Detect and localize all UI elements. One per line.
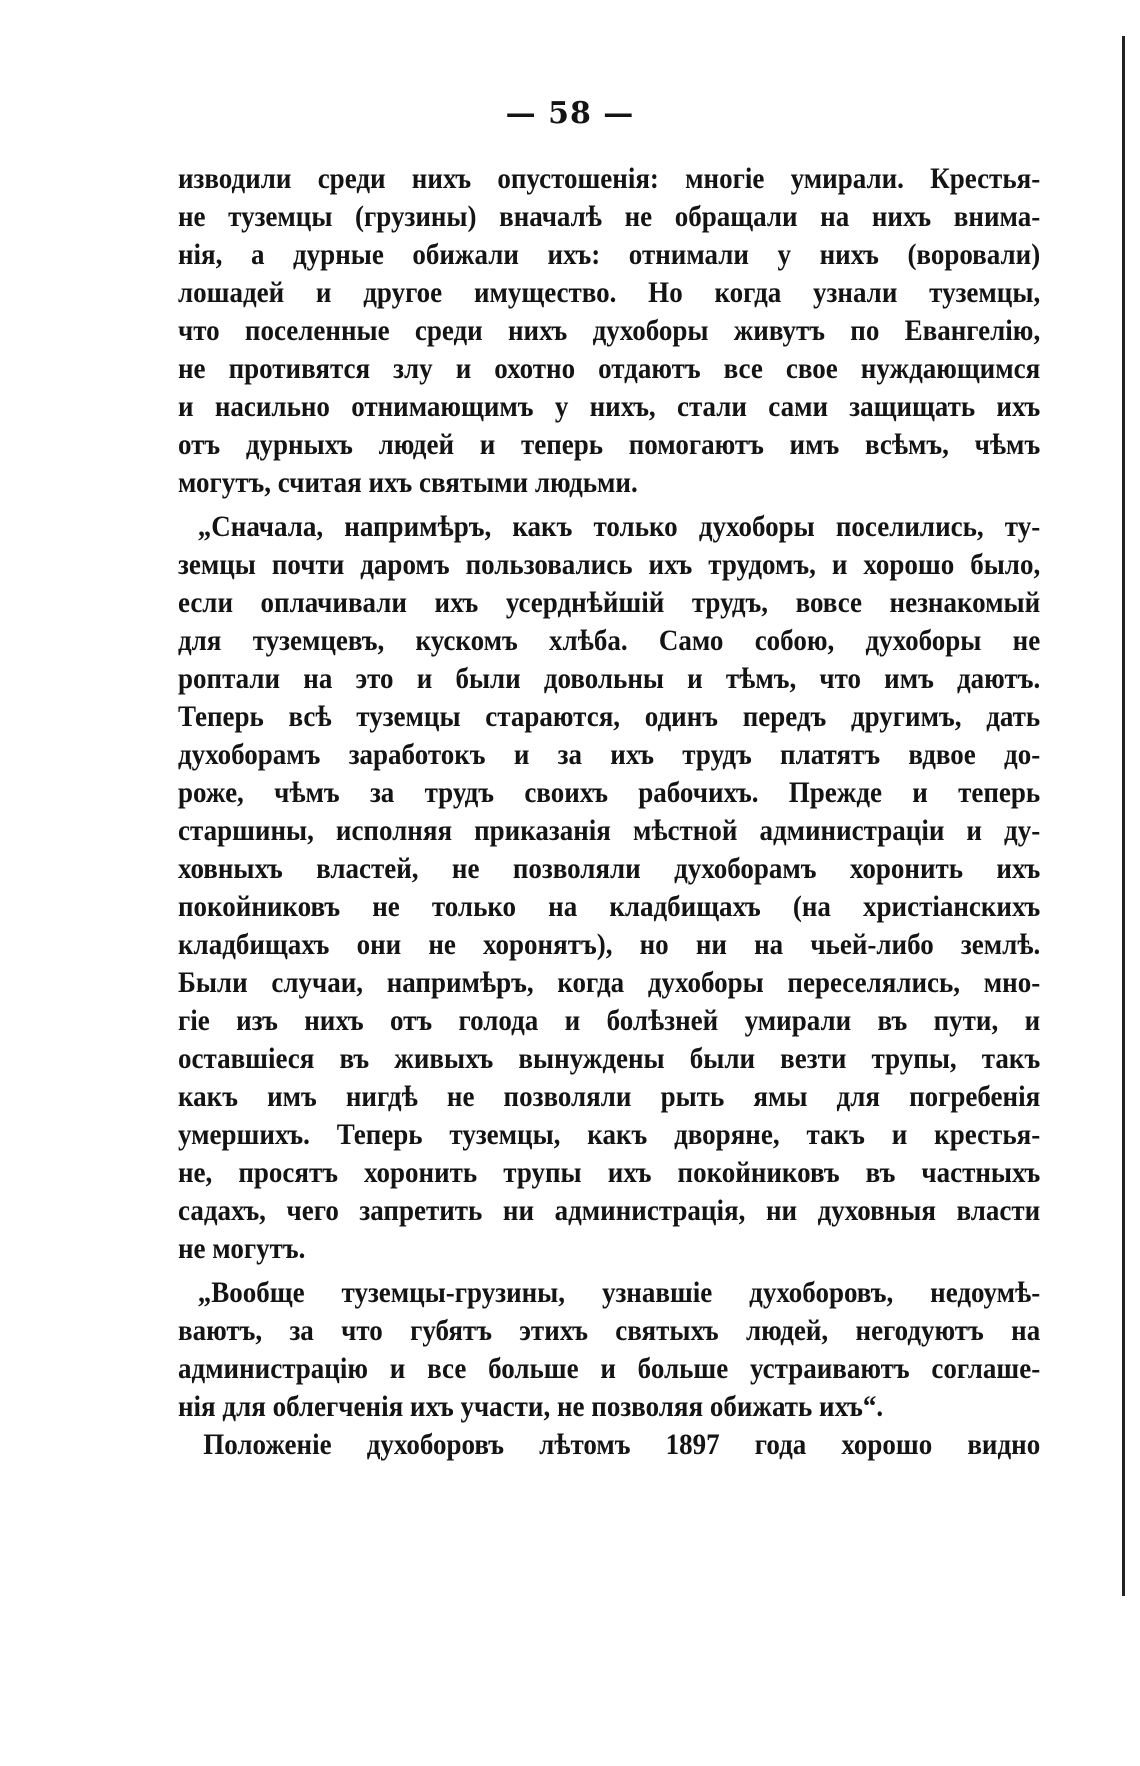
page-number: — 58 — (505, 96, 635, 131)
text-line: Теперь всѣ туземцы стараются, одинъ передъ другимъ, дать (178, 700, 1041, 733)
text-line: старшины, исполняя приказанія мѣстной администраціи и ду- (178, 814, 1041, 847)
text-line: Были случаи, напримѣръ, когда духоборы переселялись, мно- (178, 966, 1041, 999)
text-line: что поселенные среди нихъ духоборы живутъ по Евангелію, (178, 314, 1041, 347)
text-line: роже, чѣмъ за трудъ своихъ рабочихъ. Прежде и теперь (178, 776, 1041, 809)
text-line: роптали на это и были довольны и тѣмъ, что имъ даютъ. (178, 662, 1041, 695)
text-line: кладбищахъ они не хоронятъ), но ни на чьей-либо землѣ. (178, 928, 1041, 961)
text-line: могутъ, считая ихъ святыми людьми. (178, 466, 638, 499)
text-line: садахъ, чего запретить ни администрація, ни духовныя власти (178, 1194, 1041, 1227)
text-line: не туземцы (грузины) вначалѣ не обращали на нихъ внима- (178, 200, 1041, 233)
paragraph (178, 160, 1040, 502)
paragraph (178, 1426, 1040, 1464)
text-line: нія для облегченія ихъ участи, не позволяя обижать ихъ“. (178, 1390, 884, 1423)
page-edge-divider (1122, 36, 1125, 1596)
text-line: не, просятъ хоронить трупы ихъ покойниковъ въ частныхъ (178, 1156, 1041, 1189)
body-text (178, 160, 1040, 1464)
text-line: оставшіеся въ живыхъ вынуждены были везти трупы, такъ (178, 1042, 1041, 1075)
text-line: и насильно отнимающимъ у нихъ, стали сами защищать ихъ (178, 390, 1041, 423)
text-line: Положеніе духоборовъ лѣтомъ 1897 года хорошо видно (203, 1428, 1041, 1461)
text-line: духоборамъ заработокъ и за ихъ трудъ платятъ вдвое до- (178, 738, 1041, 771)
text-line: администрацію и все больше и больше устраиваютъ соглаше- (178, 1352, 1041, 1385)
text-line: изводили среди нихъ опустошенія: многіе умирали. Крестья- (178, 162, 1041, 195)
text-line: нія, а дурные обижали ихъ: отнимали у нихъ (воровали) (178, 238, 1041, 271)
text-line: какъ имъ нигдѣ не позволяли рыть ямы для погребенія (178, 1080, 1041, 1113)
text-line: если оплачивали ихъ усерднѣйшій трудъ, вовсе незнакомый (178, 586, 1041, 619)
paragraph (178, 508, 1040, 1268)
text-line: отъ дурныхъ людей и теперь помогаютъ имъ всѣмъ, чѣмъ (178, 428, 1041, 461)
text-line: ховныхъ властей, не позволяли духоборамъ хоронить ихъ (178, 852, 1041, 885)
text-line: земцы почти даромъ пользовались ихъ трудомъ, и хорошо было, (178, 548, 1041, 581)
text-line: „Вообще туземцы-грузины, узнавшіе духоборовъ, недоумѣ- (197, 1276, 1041, 1309)
text-line: гіе изъ нихъ отъ голода и болѣзней умирали въ пути, и (178, 1004, 1041, 1037)
text-line: покойниковъ не только на кладбищахъ (на христіанскихъ (178, 890, 1041, 923)
text-line: не противятся злу и охотно отдаютъ все свое нуждающимся (178, 352, 1041, 385)
text-line: ваютъ, за что губятъ этихъ святыхъ людей, негодуютъ на (178, 1314, 1041, 1347)
text-line: не могутъ. (178, 1232, 306, 1265)
text-line: для туземцевъ, кускомъ хлѣба. Само собою, духоборы не (178, 624, 1041, 657)
text-line: „Сначала, напримѣръ, какъ только духоборы поселились, ту- (197, 510, 1041, 543)
text-line: умершихъ. Теперь туземцы, какъ дворяне, такъ и крестья- (178, 1118, 1041, 1151)
text-line: лошадей и другое имущество. Но когда узнали туземцы, (178, 276, 1041, 309)
paragraph (178, 1274, 1040, 1426)
